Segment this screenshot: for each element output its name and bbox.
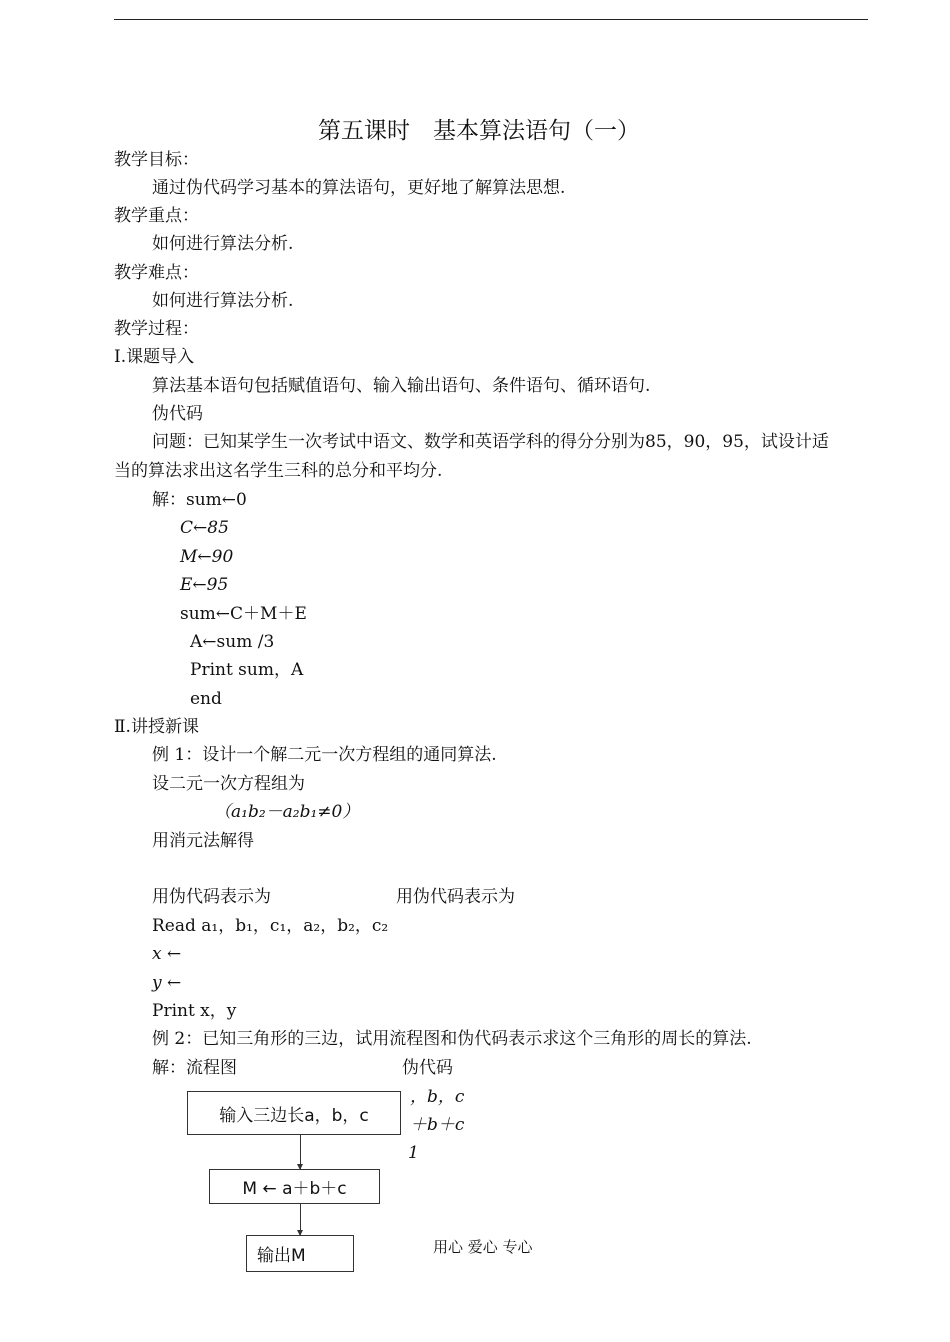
example1-code-line: Read a₁，b₁，c₁，a₂，b₂，c₂ <box>152 916 389 936</box>
section2-heading: Ⅱ.讲授新课 <box>114 717 199 737</box>
code-line: end <box>190 689 222 709</box>
process-heading: 教学过程： <box>114 319 199 339</box>
code-line: C←85 <box>180 518 229 538</box>
section1-para1: 算法基本语句包括赋值语句、输入输出语句、条件语句、循环语句. <box>152 376 651 396</box>
example1-code-line: Print x，y <box>152 1001 237 1021</box>
key-text: 如何进行算法分析. <box>152 234 294 254</box>
flowchart-input-label: 输入三边长a，b，c <box>219 1105 369 1126</box>
section1-heading: Ⅰ.课题导入 <box>114 347 195 367</box>
flowchart-input-box <box>187 1091 401 1135</box>
page-footer: 用心 爱心 专心 <box>433 1238 533 1256</box>
problem-line2: 当的算法求出这名学生三科的总分和平均分. <box>114 461 443 481</box>
code-line: 解：sum←0 <box>152 490 247 510</box>
objectives-text: 通过伪代码学习基本的算法语句，更好地了解算法思想. <box>152 178 566 198</box>
code-line: Print sum，A <box>190 660 304 680</box>
key-heading: 教学重点： <box>114 206 199 226</box>
header-rule <box>114 19 868 20</box>
code-line: E←95 <box>180 575 229 595</box>
pseudo-fragment: ，b，c <box>410 1087 465 1107</box>
code-line: M←90 <box>180 547 234 567</box>
example1-code-line: y ← <box>152 973 182 993</box>
example1-condition: （a₁b₂－a₂b₁≠0） <box>214 802 360 822</box>
code-line: sum←C＋M＋E <box>180 604 307 624</box>
page-title: 第五课时 基本算法语句（一） <box>318 118 640 144</box>
section1-para2: 伪代码 <box>152 404 203 424</box>
example2-solution: 解：流程图 <box>152 1058 237 1078</box>
example1-elimination: 用消元法解得 <box>152 831 254 851</box>
flowchart-output-box <box>246 1235 354 1272</box>
flowchart-process-label: M ← a＋b＋c <box>242 1179 347 1199</box>
code-line: A←sum /3 <box>190 632 275 652</box>
example1-code-line: x ← <box>152 944 182 964</box>
difficulty-text: 如何进行算法分析. <box>152 291 294 311</box>
problem-line1: 问题：已知某学生一次考试中语文、数学和英语学科的得分分别为85，90，95，试设计适 <box>152 432 829 452</box>
flowchart-arrow <box>300 1135 301 1169</box>
pseudo-fragment: 1 <box>408 1143 419 1163</box>
flowchart-process-box <box>209 1169 380 1204</box>
example1-pseudo-label: 用伪代码表示为 <box>152 887 271 907</box>
example1-title: 例 1：设计一个解二元一次方程组的通同算法. <box>152 745 497 765</box>
example2-title: 例 2：已知三角形的三边，试用流程图和伪代码表示求这个三角形的周长的算法. <box>152 1029 752 1049</box>
pseudo-fragment: ＋b＋c <box>410 1115 465 1135</box>
flowchart-arrow <box>300 1204 301 1235</box>
difficulty-heading: 教学难点： <box>114 263 199 283</box>
example1-pseudo-label-2: 用伪代码表示为 <box>396 887 515 907</box>
objectives-heading: 教学目标： <box>114 150 199 170</box>
example1-setup: 设二元一次方程组为 <box>152 774 305 794</box>
example2-pseudo-label: 伪代码 <box>402 1058 453 1078</box>
flowchart-output-label: 输出M <box>257 1246 306 1266</box>
